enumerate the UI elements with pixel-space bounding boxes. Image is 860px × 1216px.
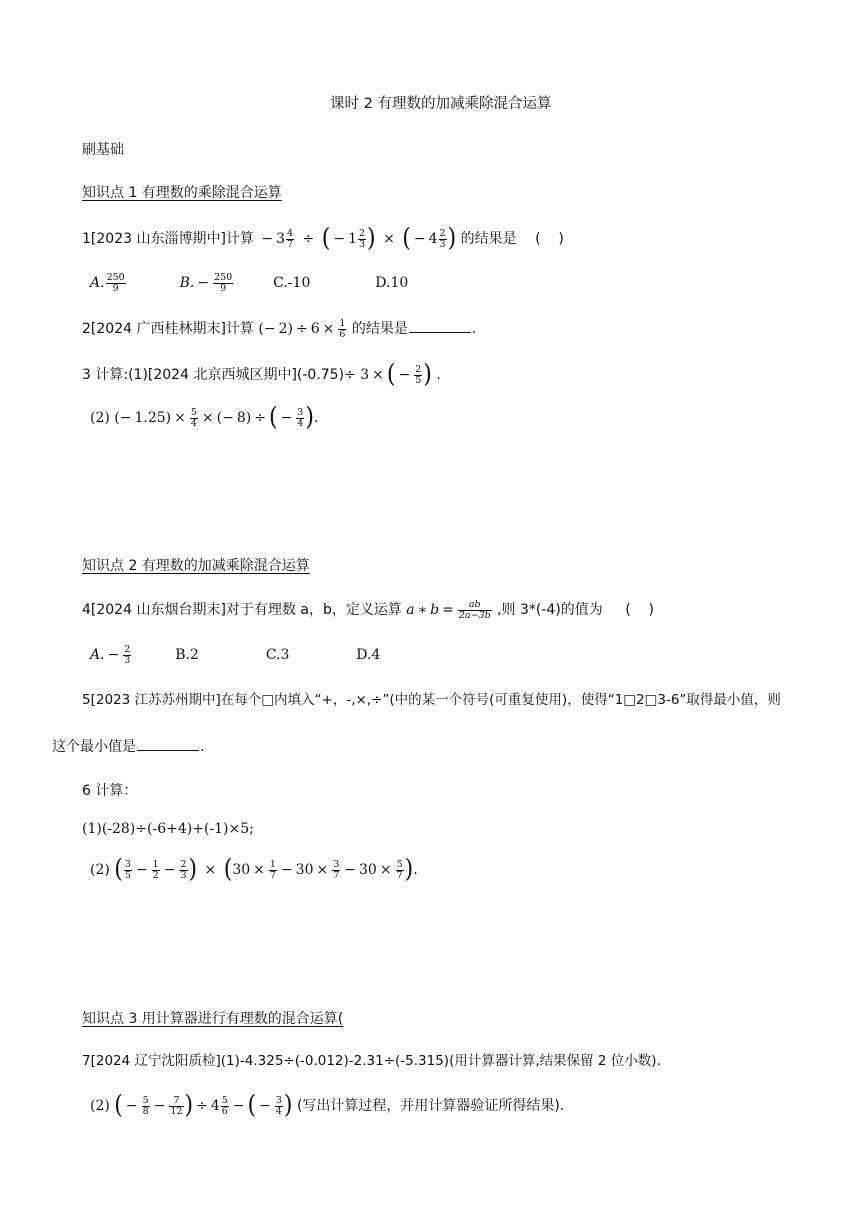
kp3-heading: 知识点 3 用计算器进行有理数的混合运算( [82, 1011, 344, 1027]
q1-expression: − 3 $\frac{4}{7}$ ÷ ( − 1 $\frac{2}{3}$ ) × ( − 4 $\frac{2}{3}$ ) [261, 224, 457, 253]
q1-answer-bracket: ( ) [535, 231, 564, 247]
question-7-part-1: 7[2024 辽宁沈阳质检](1)-4.325÷(-0.012)-2.31÷(-5.315)(用计算器计算,结果保留 2 位小数). [82, 1053, 661, 1069]
question-3-part-1: 3 计算:(1)[2024 北京西城区期中](-0.75)÷ 3 × ( − $\frac{2}{5}$ ) . [82, 360, 441, 389]
question-6-part-1: (1)(-28)÷(-6+4)+(-1)×5; [82, 821, 254, 837]
question-6-part-2: (2) ( $\frac{3}{5}$ − $\frac{1}{2}$ − $\frac{2}{3}$ ) × (30 × $\frac{1}{7}$ − 30 × $\frac{3}{7}$ − 30 × $\frac{5}{7}$ ). [90, 855, 418, 884]
q3-2-expression: (− 1.25) × $\frac{5}{4}$ × (− 8) ÷ ( − $\frac{3}{4}$ ). [114, 403, 319, 432]
question-7-part-2: (2) ( − $\frac{5}{8}$ − $\frac{7}{12}$ ) ÷ 4 $\frac{5}{6}$ − ( − $\frac{3}{4}$ ) (写出计算过程，并用计算器验证所得结果). [90, 1091, 565, 1120]
q4-option-a: A. − $\frac{2}{3}$ [90, 643, 131, 666]
q1-options [90, 270, 408, 296]
q1-option-d: D.10 [375, 275, 409, 291]
q3-lead: 3 计算:(1)[2024 北京西城区期中](-0.75)÷ [82, 367, 356, 383]
q1-option-a: A. $\frac{250}{9}$ [90, 271, 125, 294]
q1-number: 1 [82, 231, 91, 247]
q7-2-expression: ( − $\frac{5}{8}$ − $\frac{7}{12}$ ) ÷ 4 $\frac{5}{6}$ − ( − $\frac{3}{4}$ ) [114, 1091, 293, 1120]
question-1 [82, 226, 564, 252]
q4-options [90, 642, 380, 668]
q6-2-expression: ( $\frac{3}{5}$ − $\frac{1}{2}$ − $\frac{2}{3}$ ) × (30 × $\frac{1}{7}$ − 30 × $\frac{3}{7}$ − 30 × $\frac{5}{7}$ ). [114, 855, 418, 884]
q1-option-b: B. − $\frac{250}{9}$ [179, 271, 233, 294]
q4-lead: 4[2024 山东烟台期末]对于有理数 a，b，定义运算 [82, 602, 402, 618]
question-5-line-2: 这个最小值是 . [52, 739, 205, 755]
section-heading: 刷基础 [82, 142, 124, 158]
q2-answer-blank [409, 320, 471, 333]
q1-option-c: C.-10 [273, 275, 311, 291]
q2-source: [2024 广西桂林期末] [90, 321, 226, 337]
q5-answer-blank [137, 738, 199, 751]
kp1-heading: 知识点 1 有理数的乘除混合运算 [82, 185, 282, 201]
q4-tail: ,则 3*(-4)的值为 [497, 602, 603, 618]
q4-option-c: C.3 [265, 647, 290, 663]
q1-tail: 的结果是 [460, 231, 517, 247]
q1-source: [2023 山东淄博期中] [90, 231, 226, 247]
question-2: 2[2024 广西桂林期末]计算 (− 2) ÷ 6 × $\frac{1}{6}$ 的结果是 . [82, 317, 477, 340]
q1-lead: 计算 [225, 231, 254, 247]
page-title: 课时 2 有理数的加减乘除混合运算 [330, 96, 552, 112]
question-3-part-2: (2) (− 1.25) × $\frac{5}{4}$ × (− 8) ÷ ( − $\frac{3}{4}$ ). [90, 403, 319, 432]
q7-2-tail: (写出计算过程，并用计算器验证所得结果). [296, 1098, 565, 1114]
q2-expression: (− 2) ÷ 6 × $\frac{1}{6}$ [258, 317, 346, 340]
q4-definition: a ∗ b = $\frac{ab}{2a-3b}$ [406, 598, 491, 621]
question-4 [82, 597, 654, 623]
q3-1-expression: 3 × ( − $\frac{2}{5}$ ) [360, 360, 432, 389]
kp2-heading: 知识点 2 有理数的加减乘除混合运算 [82, 558, 310, 574]
q4-option-b: B.2 [175, 647, 199, 663]
question-6-lead: 6 计算： [82, 783, 138, 799]
q4-answer-bracket: ( ) [625, 602, 654, 618]
question-5-line-1: 5[2023 江苏苏州期中]在每个□内填入“+，-,×,÷”(中的某一个符号(可重复使用)，使得“1□2□3-6”取得最小值，则 [82, 692, 781, 708]
q4-option-d: D.4 [356, 647, 381, 663]
